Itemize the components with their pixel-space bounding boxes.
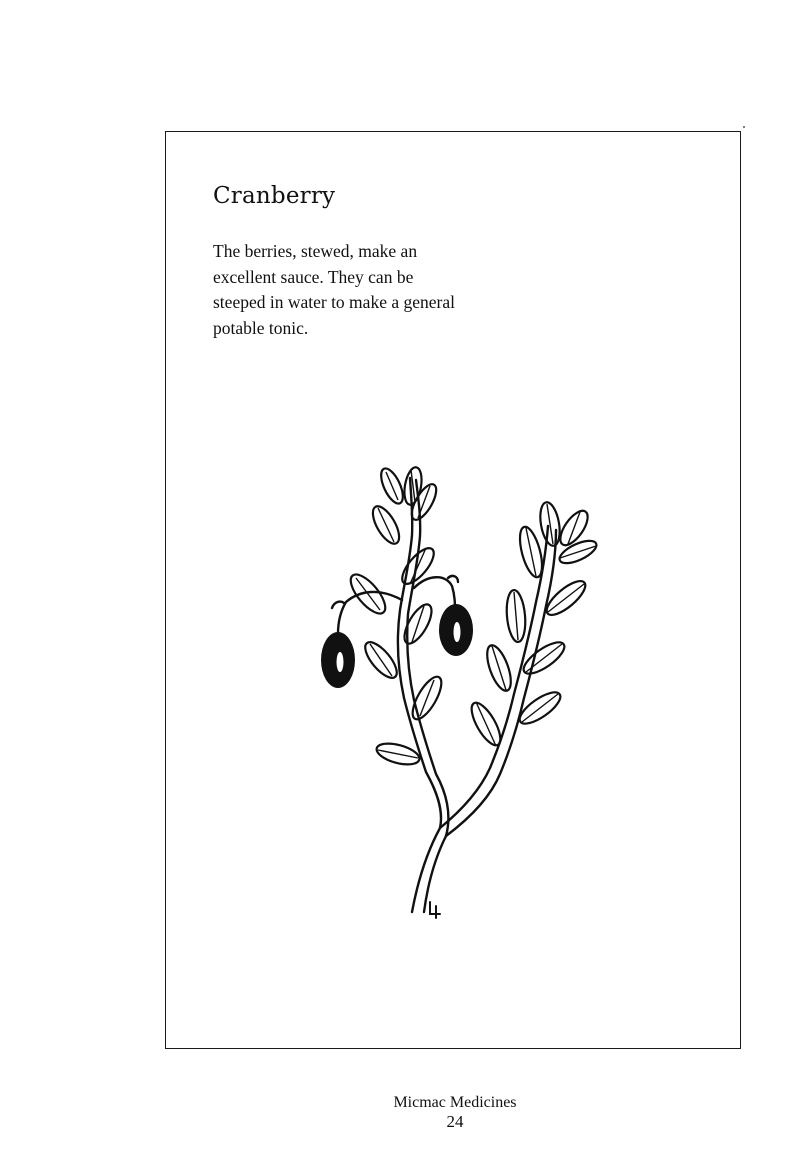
footer-book-title: Micmac Medicines [393,1094,517,1111]
leaves [345,465,600,768]
page-number: 24 [446,1112,464,1131]
description-line: potable tonic. [213,317,309,338]
entry-title: Cranberry [213,183,336,209]
scan-speck [743,126,745,128]
description-line: The berries, stewed, make an [213,241,418,261]
entry-description [213,239,503,341]
description-line: steeped in water to make a general [213,292,455,312]
cranberry-illustration [300,455,620,925]
artist-signature [430,902,440,918]
branch-stems [332,478,556,912]
description-line: excellent sauce. They can be [213,266,414,287]
